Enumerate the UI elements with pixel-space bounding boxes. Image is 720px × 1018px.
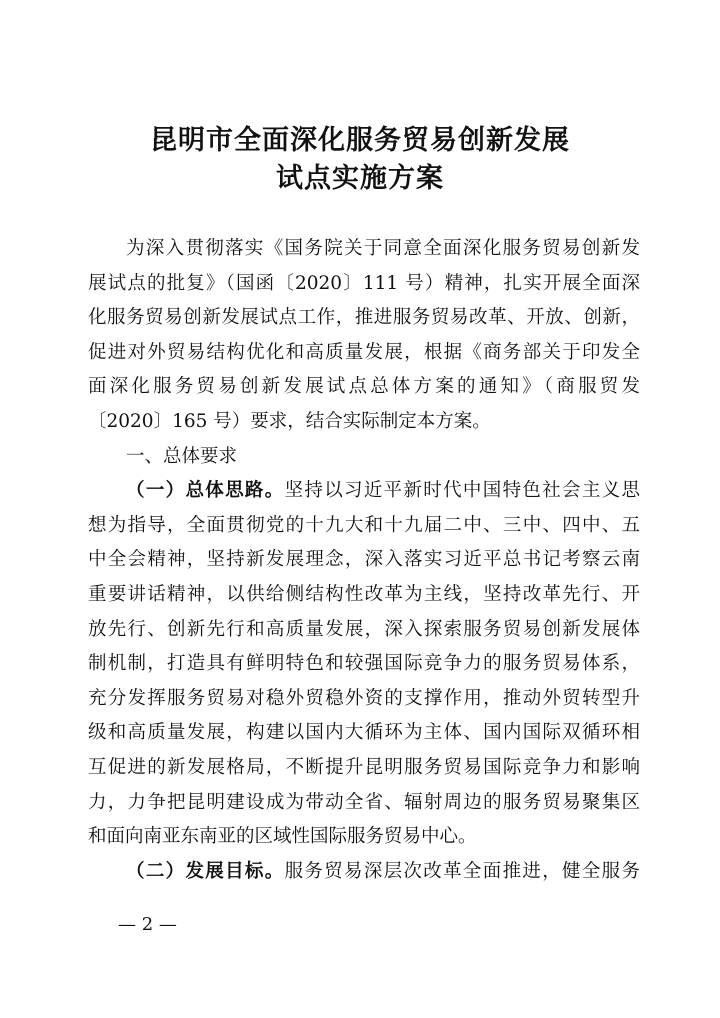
subsection-first-line [88,855,640,890]
paragraph-line: 级和高质量发展，构建以国内大循环为主体、国内国际双循环相 [88,722,640,744]
paragraph-line: 互促进的新发展格局，不断提升昆明服务贸易国际竞争力和影响 [88,756,640,778]
page-number: — 2 — [118,914,177,935]
paragraph-line: 和面向南亚东南亚的区域性国际服务贸易中心。 [88,826,477,848]
paragraph-line: 充分发挥服务贸易对稳外贸稳外资的支撑作用，推动外贸转型升 [88,687,640,709]
subsection-text: 服务贸易深层次改革全面推进，健全服务 [284,860,640,882]
intro-line: 〔2020〕165 号）要求，结合实际制定本方案。 [88,410,491,432]
paragraph-line: 制机制，打造具有鲜明特色和较强国际竞争力的服务贸易体系， [88,653,640,675]
section-heading: 一、总体要求 [126,445,238,467]
paragraph-line: 重要讲话精神，以供给侧结构性改革为主线，坚持改革先行、开 [88,583,640,605]
paragraph-line: 放先行、创新先行和高质量发展，深入探索服务贸易创新发展体 [88,618,640,640]
intro-line: 促进对外贸易结构优化和高质量发展，根据《商务部关于印发全 [88,341,640,363]
subsection-label: （一）总体思路。 [126,480,285,502]
document-body [88,232,640,889]
intro-line: 展试点的批复》（国函〔2020〕111 号）精神，扎实开展全面深 [88,272,640,294]
subsection-text: 坚持以习近平新时代中国特色社会主义思 [284,480,640,502]
paragraph-line: 想为指导，全面贯彻党的十九大和十九届二中、三中、四中、五 [88,514,640,536]
intro-line: 面深化服务贸易创新发展试点总体方案的通知》（商服贸发 [88,376,640,398]
subsection-label: （二）发展目标。 [126,860,285,882]
paragraph-line: 中全会精神，坚持新发展理念，深入落实习近平总书记考察云南 [88,549,640,571]
subsection-first-line [88,474,640,509]
intro-line: 为深入贯彻落实《国务院关于同意全面深化服务贸易创新发 [126,238,640,259]
page-title-line-1: 昆明市全面深化服务贸易创新发展 [150,125,570,156]
paragraph-line: 力，力争把昆明建设成为带动全省、辐射周边的服务贸易聚集区 [88,791,640,813]
intro-line: 化服务贸易创新发展试点工作，推进服务贸易改革、开放、创新， [88,307,640,329]
page-title-line-2: 试点实施方案 [276,163,444,194]
